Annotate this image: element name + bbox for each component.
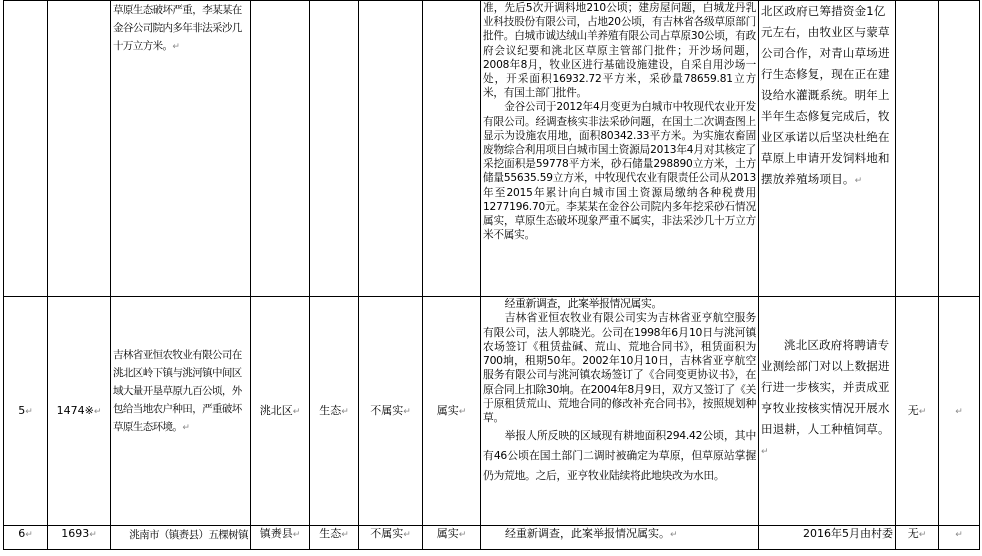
- row-id-cell: [48, 526, 111, 550]
- case-table: [3, 0, 980, 550]
- paragraph-mark-icon: ↵: [292, 406, 301, 417]
- type-cell: [310, 1, 359, 297]
- row-id-cell: [48, 1, 111, 297]
- investigation-cell: [481, 1, 759, 297]
- paragraph-mark-icon: ↵: [918, 530, 927, 540]
- handling-cell: [759, 526, 896, 550]
- paragraph-mark-icon: ↵: [25, 406, 33, 417]
- row-no: 6: [18, 527, 26, 540]
- verdict-cell: [423, 297, 481, 526]
- handling-cell: [759, 297, 896, 526]
- paragraph-mark-icon: ↵: [172, 42, 180, 52]
- accountability-cell: [896, 297, 939, 526]
- accountability-cell: [896, 526, 939, 550]
- investigation-paragraph: 吉林省亚恒农牧业有限公司实为吉林省亚亨航空服务有限公司，法人郭晓光。公司在1998年6月10日与洮河镇农场签订《租赁盐碱、荒山、荒地合同书》，租赁面积为700垧，租期50年。2002年10月10日，吉林省亚亨航空服务有限公司与洮河镇农场签订了《合同变更协议书》，在原合同上扣除30垧。在2004年8月9日，双方又签订了《关于原租赁荒山、荒地合同的修改补充合同书》，按照规划种草。: [483, 311, 756, 425]
- type-cell: [310, 297, 359, 526]
- paragraph-mark-icon: ↵: [955, 530, 963, 540]
- handling-text: 洮北区政府将聘请专业测绘部门对以上数据进行进一步核实，并责成亚亨牧业按核实情况开展水田退耕，人工种植饲草。: [761, 337, 890, 436]
- is-true-text: 不属实: [370, 527, 404, 540]
- paragraph-mark-icon: ↵: [93, 406, 102, 417]
- accountability-text: 无: [907, 527, 919, 540]
- type-text: 生态: [319, 527, 342, 540]
- region-text: 洮北区: [259, 403, 293, 417]
- paragraph-mark-icon: ↵: [955, 406, 963, 417]
- row-no: 5: [18, 403, 26, 417]
- type-text: 生态: [319, 403, 342, 417]
- row-no-cell: [4, 297, 48, 526]
- paragraph-mark-icon: ↵: [761, 446, 769, 457]
- region-text: 镇赉县: [259, 527, 293, 540]
- note-cell: [939, 526, 980, 550]
- paragraph-mark-icon: ↵: [292, 530, 301, 540]
- verdict-cell: [423, 1, 481, 297]
- investigation-cell: [481, 526, 759, 550]
- paragraph-mark-icon: ↵: [458, 530, 467, 540]
- is-true-cell: [359, 297, 423, 526]
- paragraph-mark-icon: ↵: [403, 530, 411, 540]
- is-true-cell: [359, 526, 423, 550]
- table-row: [4, 526, 980, 550]
- row-id: 1474※: [56, 403, 94, 417]
- paragraph-mark-icon: ↵: [458, 406, 467, 417]
- paragraph-mark-icon: ↵: [670, 530, 678, 540]
- region-cell: [251, 297, 310, 526]
- paragraph-mark-icon: ↵: [341, 406, 349, 417]
- row-id-cell: [48, 297, 111, 526]
- complaint-cell: [111, 526, 251, 550]
- investigation-paragraph: 金谷公司于2012年4月变更为白城市中牧现代农业开发有限公司。经调查核实非法采砂问题，在国土二次调查图上显示为设施农用地，面积80342.33平方米。为实施农畜固废物综合利用项目白城市国土资源局2013年4月对其核定了采挖面积是59778平方米，砂石储量298890立方米，土方储量55635.59立方米，中牧现代农业有限责任公司从2013年至2015年累计向白城市国土资源局缴纳各种税费用1277196.70元。李某某在金谷公司院内多年挖采砂石情况属实，草原生态破坏现象严重不属实，非法采沙几十万立方米不属实。: [483, 101, 756, 242]
- note-cell: [939, 1, 980, 297]
- verdict-text: 属实: [436, 403, 459, 417]
- handling-text: 北区政府已筹措资金1亿元左右，由牧业区与蒙草公司合作，对青山草场进行生态修复，现在正在建设给水灌溉系统。明年上半年生态修复完成后，牧业区承诺以后坚决杜绝在草原上申请开发饲料地和摆放养殖场项目。: [761, 4, 890, 186]
- investigation-paragraph: 经重新调查，此案举报情况属实。: [505, 527, 670, 540]
- verdict-text: 属实: [436, 527, 459, 540]
- region-cell: [251, 1, 310, 297]
- paragraph-mark-icon: ↵: [89, 530, 97, 540]
- investigation-paragraph: 举报人所反映的区域现有耕地面积294.42公顷，其中有46公顷在国土部门二调时被确定为草原，但草原站掌握仍为荒地。之后，亚亨牧业陆续将此地块改为水田。: [483, 428, 756, 482]
- paragraph-mark-icon: ↵: [854, 176, 863, 186]
- paragraph-mark-icon: ↵: [182, 422, 190, 433]
- investigation-cell: [481, 297, 759, 526]
- investigation-paragraph: 准，先后5次开调料地210公顷；建房屋问题，白城龙丹乳业科技股份有限公司，占地20公顷，有吉林省各级草原部门批件。白城市诚达绒山羊养殖有限公司占草原30公顷，有政府会议纪要和洮北区草原主管部门批件；开沙场问题，2008年8月，牧业区进行基础设施建设，自采自用沙场一处，开采面积16932.72平方米，采砂量78659.81立方米，有国土部门批件。: [483, 2, 756, 100]
- complaint-cell: [111, 1, 251, 297]
- row-no-cell: [4, 526, 48, 550]
- note-cell: [939, 297, 980, 526]
- accountability-cell: [896, 1, 939, 297]
- paragraph-mark-icon: ↵: [918, 406, 927, 417]
- paragraph-mark-icon: ↵: [341, 530, 349, 540]
- complaint-text: 吉林省亚恒农牧业有限公司在洮北区岭下镇与洮河镇中间区域大量开垦草原九百公顷，外包给当地农户种田，严重破坏草原生态环境。: [113, 348, 242, 433]
- investigation-paragraph: 经重新调查，此案举报情况属实。: [504, 297, 663, 310]
- paragraph-mark-icon: ↵: [25, 530, 33, 540]
- complaint-cell: [111, 297, 251, 526]
- handling-text: 2016年5月由村委: [803, 527, 893, 540]
- is-true-text: 不属实: [370, 403, 404, 417]
- region-cell: [251, 526, 310, 550]
- is-true-cell: [359, 1, 423, 297]
- accountability-text: 无: [907, 403, 919, 417]
- complaint-text: 洮南市（镇赉县）五棵树镇: [129, 529, 248, 541]
- complaint-text: 草原生态破坏严重，李某某在金谷公司院内多年非法采沙几十万立方米。: [113, 4, 242, 52]
- table-row: [4, 297, 980, 526]
- verdict-cell: [423, 526, 481, 550]
- row-id: 1693: [61, 527, 90, 540]
- row-no-cell: [4, 1, 48, 297]
- handling-cell: [759, 1, 896, 297]
- type-cell: [310, 526, 359, 550]
- paragraph-mark-icon: ↵: [403, 406, 411, 417]
- table-row: [4, 1, 980, 297]
